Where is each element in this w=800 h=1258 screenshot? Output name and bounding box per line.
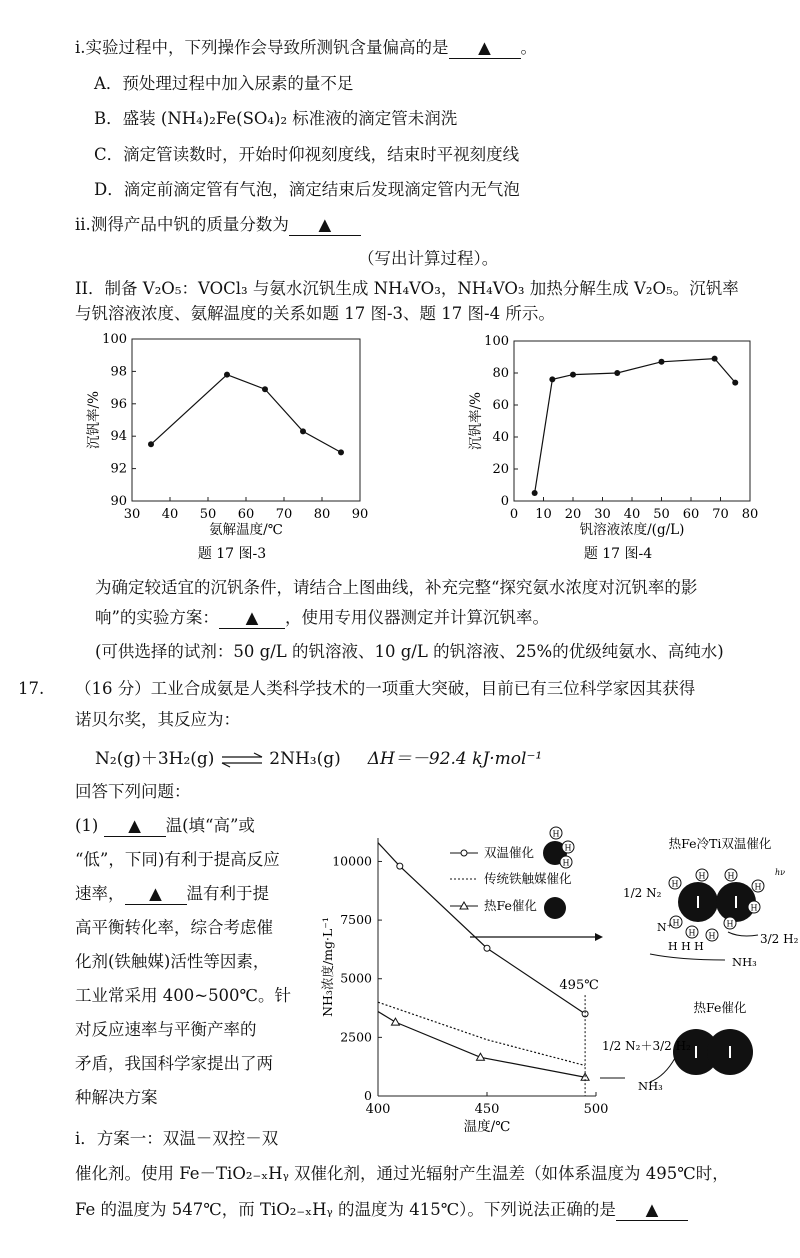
q17-number: 17. (18, 679, 45, 698)
x-tick-label: 80 (313, 507, 331, 522)
x-tick-label: 40 (623, 507, 641, 522)
chart-caption: 题 17 图-3 (197, 546, 267, 562)
plan1-line3: Fe 的温度为 547℃，而 TiO₂₋ₓHᵧ 的温度为 415℃）。下列说法正确的是 ▲ (75, 1198, 688, 1222)
y-tick-label: 80 (492, 366, 509, 381)
n-plus-label: N⁺ (657, 921, 673, 934)
option-a: A．预处理过程中加入尿素的量不足 (94, 74, 354, 93)
legend-marker (461, 850, 467, 856)
h-labels: H H H (668, 940, 704, 953)
y-tick-label: 92 (110, 461, 127, 477)
hydrogen-label: H (754, 882, 762, 892)
data-point (338, 449, 344, 455)
data-point (397, 863, 403, 869)
y-tick-label: 100 (102, 332, 127, 347)
series-line (378, 843, 585, 1014)
design-line3: (可供选择的试剂：50 g/L 的钒溶液、10 g/L 的钒溶液、25%的优级纯氨水、高纯水) (95, 642, 724, 661)
question-ii: ii.测得产品中钒的质量分数为 ▲ (75, 213, 361, 237)
option-b: B．盛装 (NH₄)₂Fe(SO₄)₂ 标准液的滴定管未润洗 (94, 109, 458, 128)
x-tick-label: 50 (653, 507, 670, 522)
design-line2: 响”的实验方案： ▲ ，使用专用仪器测定并计算沉钒率。 (95, 608, 549, 627)
x-tick-label: 40 (161, 507, 179, 522)
x-tick-label: 400 (365, 1102, 391, 1117)
data-point (549, 376, 555, 382)
y-tick-label: 0 (364, 1088, 372, 1103)
plan1-line2: 催化剂。使用 Fe－TiO₂₋ₓHᵧ 双催化剂，通过光辐射产生温差（如体系温度为 495℃时， (75, 1164, 729, 1183)
part2-line2: 与钒溶液浓度、氨解温度的关系如题 17 图-3、题 17 图-4 所示。 (75, 304, 555, 323)
y-axis-label: 沉钒率/% (468, 392, 484, 450)
option-d: D．滴定前滴定管有气泡，滴定结束后发现滴定管内无气泡 (94, 180, 520, 199)
x-tick-label: 60 (237, 507, 255, 522)
legend-label: 传统铁触媒催化 (484, 871, 572, 886)
answer-blank[interactable]: ▲ (219, 608, 285, 629)
plot-frame (514, 341, 750, 501)
hydrogen-label: H (672, 918, 680, 928)
hydrogen-label: H (688, 928, 696, 938)
design-line1: 为确定较适宜的沉钒条件，请结合上图曲线，补充完整“探究氨水浓度对沉钒率的影 (95, 578, 698, 597)
three-half-h2-label: 3/2 H₂ (760, 932, 799, 946)
y-tick-label: 96 (110, 396, 127, 412)
nh3-label: NH₃ (732, 955, 757, 969)
x-tick-label: 50 (199, 507, 217, 522)
x-tick-label: 90 (351, 507, 369, 522)
plot-frame (132, 339, 360, 501)
series-line (378, 1012, 585, 1078)
fe-catalyst-icon (544, 897, 566, 919)
y-tick-label: 40 (492, 430, 509, 445)
y-tick-label: 98 (110, 364, 127, 380)
reactants-label: 1/2 N₂＋3/2 H₂ (602, 1039, 691, 1053)
question-i: i.实验过程中，下列操作会导致所测钒含量偏高的是 ▲ 。 (75, 38, 538, 57)
arrow-line (728, 932, 758, 936)
y-axis-label: 沉钒率/% (86, 391, 102, 449)
legend-label: 热Fe催化 (484, 898, 537, 913)
y-tick-label: 20 (492, 462, 509, 477)
y-tick-label: 0 (500, 494, 509, 509)
plan1-line1: i．方案一：双温－双控－双 (75, 1129, 279, 1148)
data-line (535, 359, 736, 493)
data-point (300, 428, 306, 434)
chart-caption: 题 17 图-4 (583, 546, 653, 562)
data-point (712, 356, 718, 362)
x-tick-label: 450 (474, 1102, 500, 1117)
arrow-line (650, 954, 725, 960)
y-tick-label: 60 (492, 398, 509, 413)
answer-blank[interactable]: ▲ (449, 38, 521, 59)
data-point (262, 386, 268, 392)
y-tick-label: 90 (110, 494, 127, 509)
answer-blank[interactable]: ▲ (104, 816, 166, 837)
nh3-figure (320, 820, 799, 1140)
x-axis-label: 氨解温度/℃ (209, 522, 283, 538)
y-tick-label: 5000 (340, 970, 372, 986)
hydrogen-label: H (726, 919, 734, 929)
part1-text: (1) ▲ 温(填“高”或 “低”，下同)有利于提高反应 速率， ▲ 温有利于提 高平衡转化率，综合考虑催 化剂(铁触媒)活性等因素， 工业常采用 400~500℃。针 对反应速率与平衡产率的 矛盾，我国科学家提出了两 种解决方案 (75, 816, 292, 1107)
equilibrium-arrow-icon (220, 753, 264, 767)
data-point (484, 945, 490, 951)
y-tick-label: 2500 (340, 1029, 372, 1045)
x-axis-label: 温度/℃ (463, 1119, 511, 1135)
reaction-equation: N₂(g)＋3H₂(g) 2NH₃(g) ΔH＝－92.4 kJ·mol⁻¹ (95, 749, 543, 769)
hydrogen-label: H (750, 903, 758, 913)
option-c: C．滴定管读数时，开始时仰视刻度线，结束时平视刻度线 (94, 145, 520, 164)
x-tick-label: 20 (564, 507, 582, 522)
data-point (391, 1018, 399, 1025)
legend-label: 双温催化 (484, 845, 535, 860)
y-axis-label: NH₃浓度/mg·L⁻¹ (320, 917, 335, 1017)
hydrogen-label: H (562, 858, 570, 868)
data-point (659, 359, 665, 365)
q17-line1: （16 分）工业合成氨是人类科学技术的一项重大突破，目前已有三位科学家因其获得 (75, 679, 696, 698)
part2-line1: II．制备 V₂O₅：VOCl₃ 与氨水沉钒生成 NH₄VO₃，NH₄VO₃ 加热分解生成 V₂O₅。沉钒率 (75, 279, 739, 298)
x-tick-label: 70 (712, 507, 729, 522)
x-tick-label: 30 (123, 507, 141, 522)
light-label: hν (775, 868, 786, 877)
nh3-product-label: NH₃ (638, 1079, 663, 1093)
y-tick-label: 10000 (332, 853, 372, 869)
hydrogen-label: H (708, 931, 716, 941)
x-tick-label: 70 (275, 507, 293, 522)
x-axis-label: 钒溶液浓度/(g/L) (579, 522, 685, 538)
data-line (151, 375, 341, 453)
x-tick-label: 80 (741, 507, 759, 522)
data-point (148, 441, 154, 447)
answer-prompt: 回答下列问题： (75, 782, 191, 801)
x-tick-label: 0 (509, 507, 519, 522)
hydrogen-label: H (671, 879, 679, 889)
x-tick-label: 60 (682, 507, 700, 522)
data-point (532, 490, 538, 496)
answer-blank[interactable]: ▲ (289, 215, 361, 236)
chart-fig3 (60, 325, 400, 575)
chart-fig4 (470, 325, 770, 575)
hydrogen-label: H (552, 829, 560, 839)
answer-blank[interactable]: ▲ (125, 884, 187, 905)
calc-note: （写出计算过程）。 (358, 249, 499, 268)
hydrogen-label: H (564, 843, 572, 853)
data-point (732, 380, 738, 386)
answer-blank[interactable]: ▲ (616, 1200, 688, 1221)
x-tick-label: 500 (583, 1102, 609, 1117)
y-tick-label: 94 (110, 429, 127, 445)
data-point (476, 1053, 484, 1060)
hydrogen-label: H (727, 871, 735, 881)
data-point (224, 372, 230, 378)
y-tick-label: 100 (484, 334, 509, 349)
hot-fe-title: 热Fe催化 (693, 1000, 747, 1015)
y-tick-label: 7500 (340, 912, 372, 928)
x-tick-label: 10 (535, 507, 552, 522)
arrow-head-icon (595, 933, 603, 941)
half-n2-label: 1/2 N₂ (623, 886, 662, 900)
data-point (614, 370, 620, 376)
temp-annotation: 495℃ (559, 978, 599, 994)
dual-catalyst-title: 热Fe冷Ti双温催化 (668, 836, 772, 851)
data-point (570, 372, 576, 378)
q17-line2: 诺贝尔奖，其反应为： (75, 710, 240, 729)
hydrogen-label: H (698, 871, 706, 881)
x-tick-label: 30 (594, 507, 611, 522)
